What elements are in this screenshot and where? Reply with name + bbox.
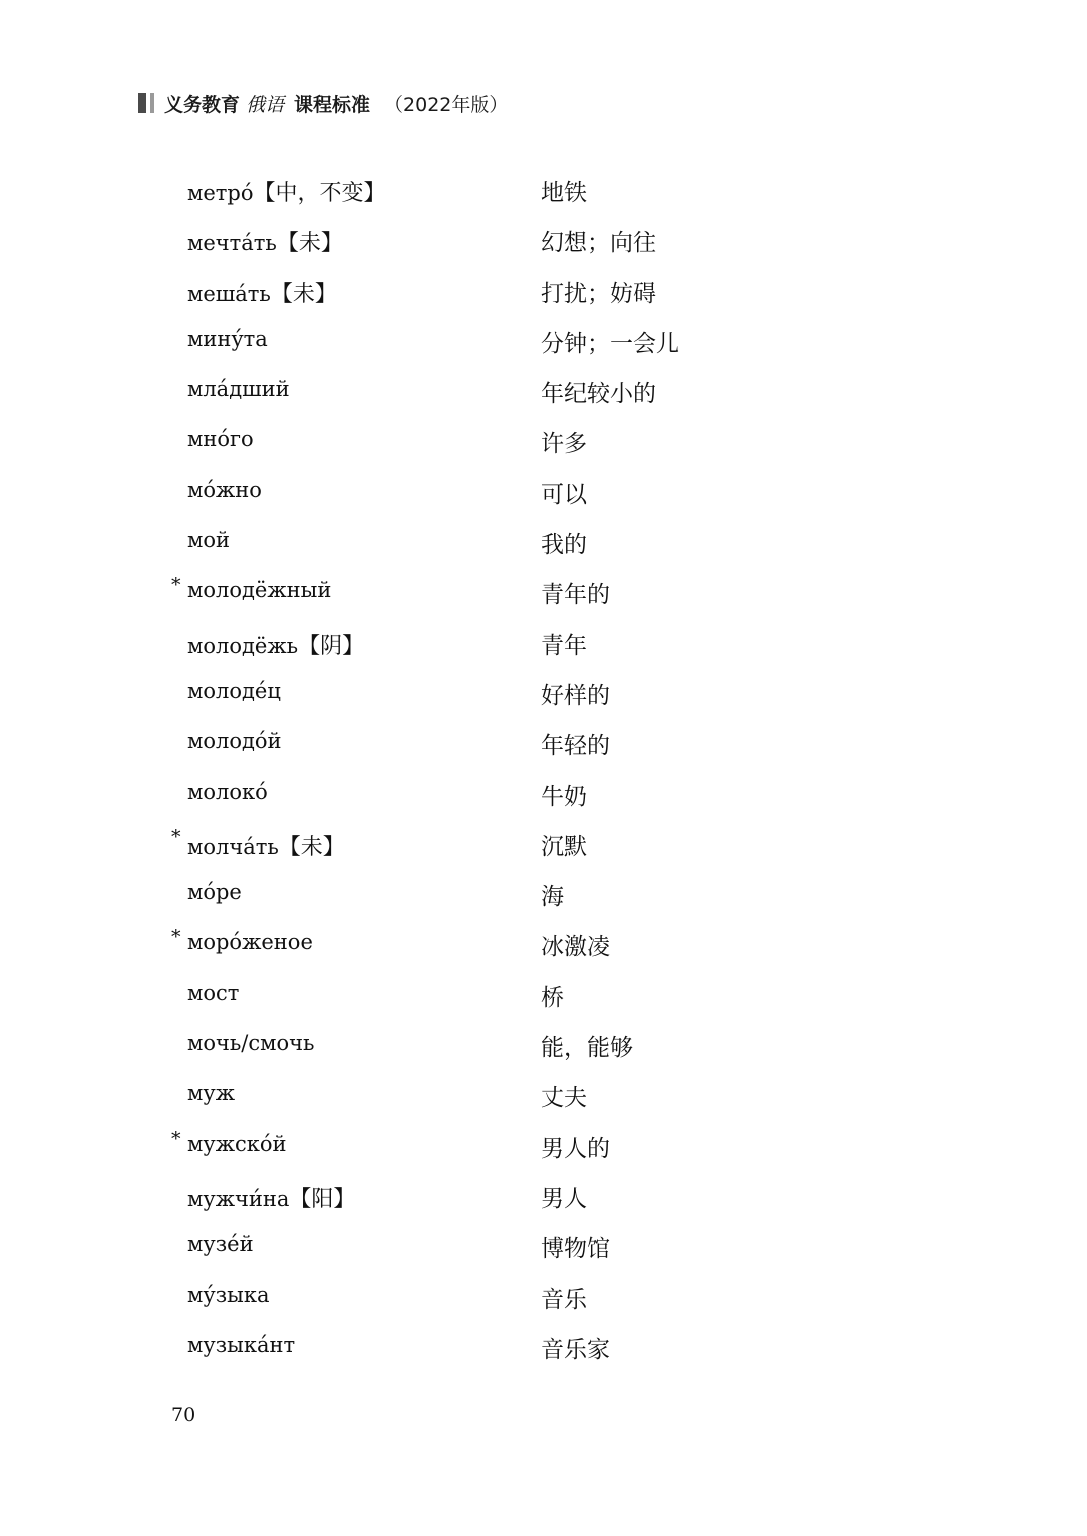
vocab-row [0,1273,1087,1323]
russian-word-text: мла́дший [187,377,290,402]
russian-word [187,528,230,552]
vocab-row [0,1323,1087,1373]
russian-word [187,830,345,861]
russian-word-text: мост [187,980,240,1005]
chinese-meaning: 博物馆 [541,1236,610,1263]
vocab-row [0,719,1087,769]
russian-word-text: мочь/смочь [187,1031,315,1056]
russian-word [187,377,290,401]
chinese-meaning: 男人的 [541,1135,610,1162]
russian-word-text: мно́го [187,427,254,452]
chinese-meaning: 青年的 [541,582,610,609]
optional-word-marker: * [171,926,181,949]
vocab-row [0,1071,1087,1121]
chinese-meaning: 幻想；向往 [541,230,656,257]
russian-word [187,1182,355,1213]
header-title-language: 俄语 [246,93,285,116]
vocab-row [0,417,1087,467]
russian-word [187,1081,235,1105]
chinese-meaning: 地铁 [541,180,587,206]
vocab-row [0,267,1087,317]
russian-word [187,679,281,703]
chinese-meaning: 能，能够 [541,1035,633,1062]
running-header [138,88,508,118]
vocab-row [0,669,1087,719]
chinese-meaning: 打扰；妨碍 [541,280,656,307]
vocab-row [0,870,1087,920]
vocab-row [0,770,1087,820]
vocab-row [0,820,1087,870]
russian-word-text: метро́ [187,181,254,205]
russian-word [187,427,254,451]
chinese-meaning: 好样的 [541,682,610,709]
russian-word-text: мо́ре [187,880,242,905]
russian-word-text: музе́й [187,1232,254,1257]
russian-word [187,578,331,602]
grammar-note: 【阴】 [298,633,365,659]
optional-word-marker: * [171,574,181,597]
vocab-row [0,920,1087,970]
russian-word [187,327,268,351]
grammar-note: 【阳】 [289,1186,356,1212]
vocab-row [0,518,1087,568]
optional-word-marker: * [171,825,181,848]
russian-word [187,226,343,257]
header-title-part1: 义务教育 [164,93,241,116]
chinese-meaning: 牛奶 [541,783,587,810]
vocab-row [0,619,1087,669]
russian-word [187,1031,314,1055]
russian-word [187,780,268,804]
vocab-row [0,1172,1087,1222]
russian-word [187,1333,295,1357]
chinese-meaning: 桥 [541,984,564,1011]
chinese-meaning: 青年 [541,632,587,659]
vocabulary-list [0,166,1087,1373]
russian-word-text: молоко́ [187,779,268,804]
russian-word-text: молодо́й [187,729,282,754]
russian-word [187,277,337,308]
grammar-note: 【中，不变】 [253,181,386,206]
grammar-note: 【未】 [270,281,337,307]
russian-word-text: молча́ть [187,834,279,859]
chinese-meaning: 男人 [541,1185,587,1212]
header-title-part2: 课程标准 [294,93,371,116]
optional-word-marker: * [171,1127,181,1150]
chinese-meaning: 沉默 [541,833,587,860]
chinese-meaning: 丈夫 [541,1085,587,1112]
vocab-row [0,166,1087,216]
russian-word-text: мужчи́на [187,1186,290,1211]
russian-word-text: му́зыка [187,1282,270,1307]
chinese-meaning: 音乐家 [541,1336,610,1363]
russian-word [187,981,239,1005]
chinese-meaning: 我的 [541,532,587,559]
russian-word-text: мо́жно [187,477,262,502]
chinese-meaning: 分钟；一会儿 [541,330,679,357]
russian-word [187,176,385,207]
russian-word-text: моро́женое [187,930,313,955]
chinese-meaning: 音乐 [541,1286,587,1313]
grammar-note: 【未】 [276,231,343,257]
russian-word [187,1283,270,1307]
chinese-meaning: 海 [541,884,564,911]
header-bar-light [150,93,154,113]
chinese-meaning: 年轻的 [541,733,610,760]
russian-word-text: мужско́й [187,1131,287,1156]
russian-word [187,629,364,660]
chinese-meaning: 可以 [541,481,587,508]
russian-word-text: молодёжный [187,578,332,603]
russian-word [187,930,313,954]
russian-word [187,1232,254,1256]
vocab-row [0,468,1087,518]
russian-word-text: меша́ть [187,281,271,306]
russian-word [187,478,262,502]
russian-word-text: молодёжь [187,633,299,658]
vocab-row [0,1222,1087,1272]
vocab-row [0,317,1087,367]
russian-word-text: муж [187,1081,236,1106]
vocab-row [0,971,1087,1021]
chinese-meaning: 冰激凌 [541,934,610,961]
page-number: 70 [171,1404,196,1426]
header-bars-decoration [138,93,154,113]
vocab-row [0,568,1087,618]
vocab-row [0,1021,1087,1071]
chinese-meaning: 许多 [541,431,587,458]
russian-word-text: мечта́ть [187,231,277,256]
grammar-note: 【未】 [278,834,345,860]
header-bar-dark [138,93,146,113]
vocab-row [0,216,1087,266]
vocab-row [0,367,1087,417]
russian-word-text: мину́та [187,326,268,351]
russian-word [187,729,282,753]
vocab-row [0,1122,1087,1172]
russian-word [187,1132,287,1156]
russian-word-text: мой [187,528,230,553]
chinese-meaning: 年纪较小的 [541,381,656,408]
header-edition: （2022年版） [384,93,509,116]
russian-word-text: молоде́ц [187,678,281,703]
russian-word-text: музыка́нт [187,1332,296,1357]
russian-word [187,880,242,904]
